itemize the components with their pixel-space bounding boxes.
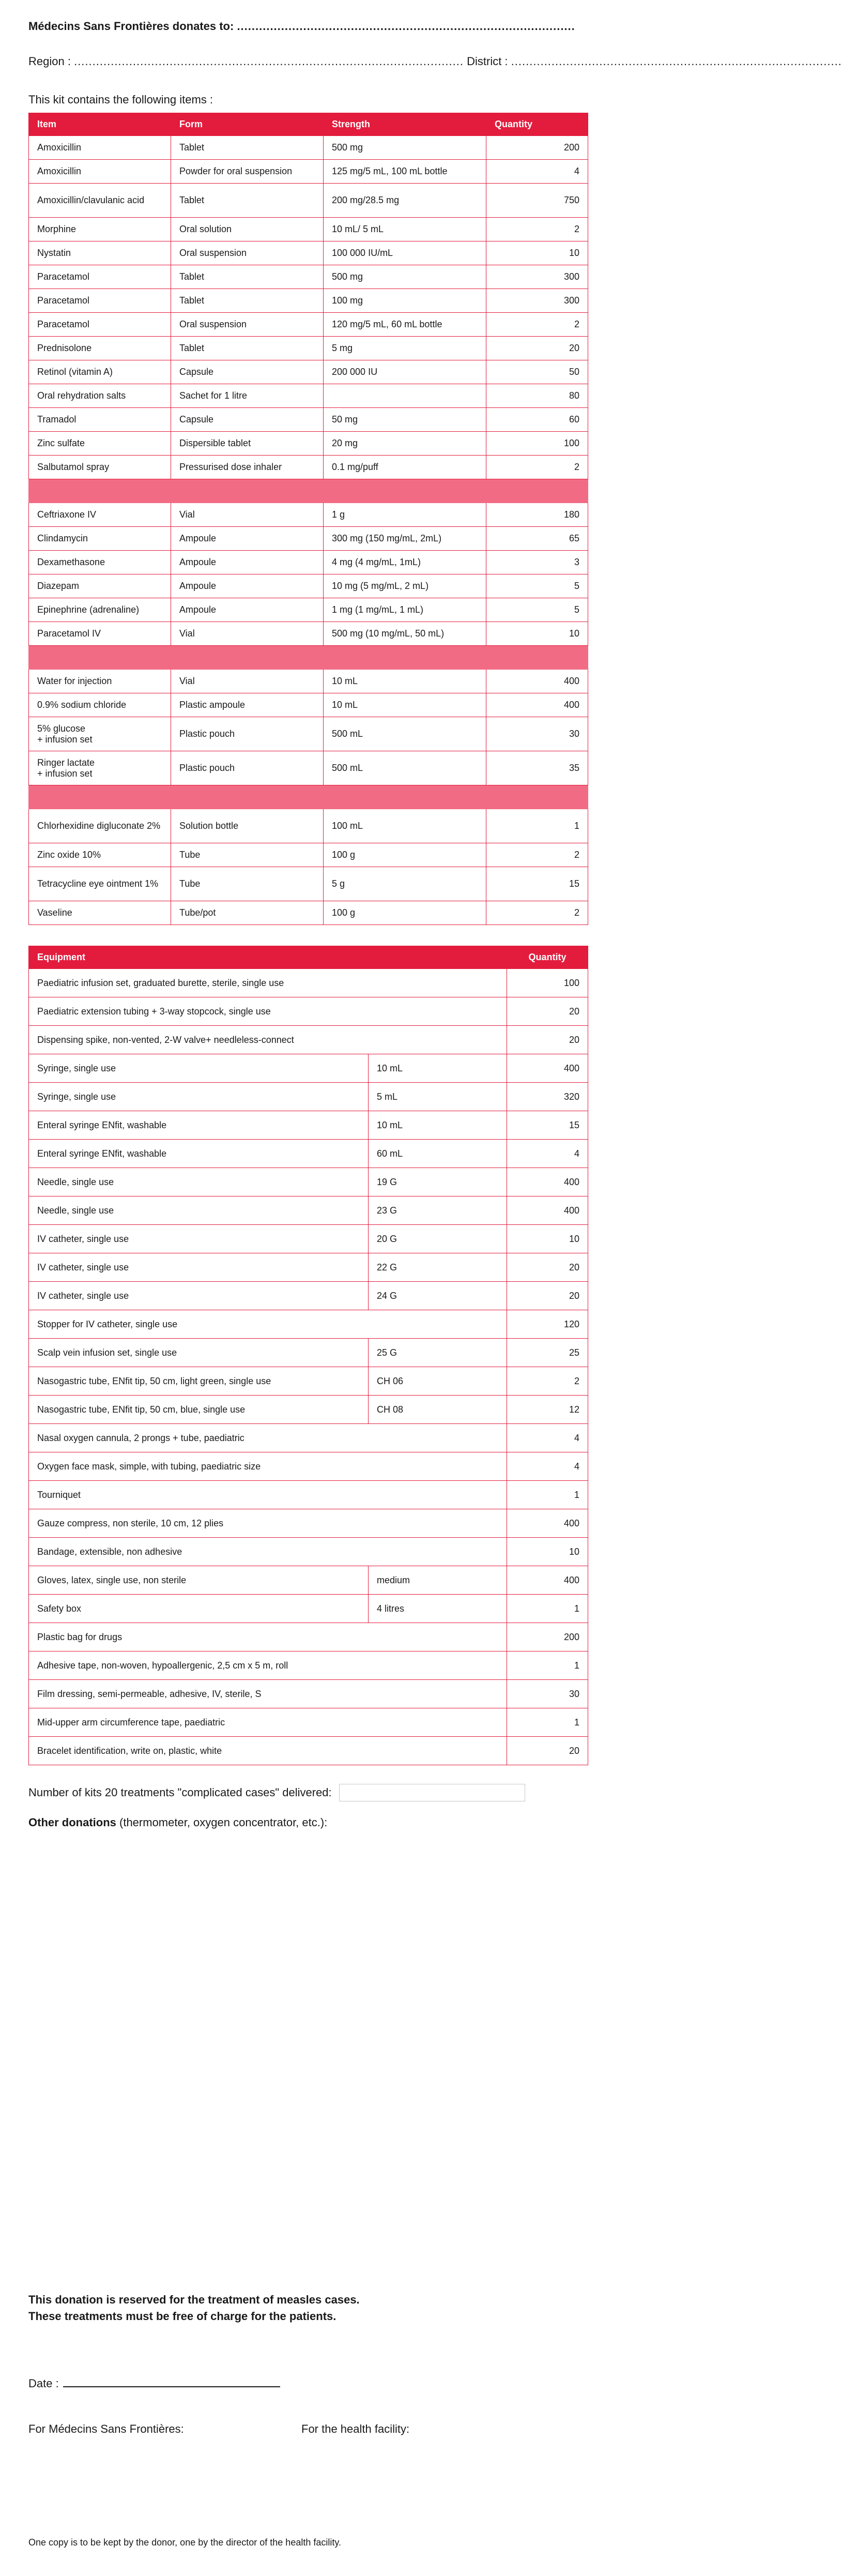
medicine-quantity-cell: 20 <box>486 337 588 360</box>
equipment-quantity-cell: 2 <box>507 1367 588 1396</box>
medicine-row <box>29 432 588 456</box>
date-line <box>28 2376 280 2390</box>
medicine-form-cell: Oral solution <box>171 218 324 241</box>
equipment-item-cell: Tourniquet <box>29 1481 507 1509</box>
health-facility-signature-label: For the health facility: <box>301 2422 410 2435</box>
medicine-row <box>29 384 588 408</box>
medicine-strength-cell: 125 mg/5 mL, 100 mL bottle <box>324 160 486 184</box>
medicine-item-cell: Dexamethasone <box>29 551 171 574</box>
medicine-strength-cell: 120 mg/5 mL, 60 mL bottle <box>324 313 486 337</box>
equipment-item-cell: Needle, single use <box>29 1168 369 1196</box>
equipment-item-cell: Needle, single use <box>29 1196 369 1225</box>
medicines-header-row <box>29 113 588 136</box>
medicine-form-cell: Tablet <box>171 289 324 313</box>
district-label: District : <box>467 55 508 68</box>
medicine-row <box>29 843 588 867</box>
equipment-item-cell: Nasal oxygen cannula, 2 prongs + tube, paediatric <box>29 1424 507 1452</box>
copy-footnote: One copy is to be kept by the donor, one by the director of the health facility. <box>28 2537 342 2548</box>
medicine-strength-cell: 200 mg/28.5 mg <box>324 184 486 218</box>
spec-column-header <box>369 946 507 969</box>
medicines-table <box>28 113 588 925</box>
equipment-quantity-cell: 1 <box>507 1651 588 1680</box>
equipment-spec-cell: 5 mL <box>369 1083 507 1111</box>
medicine-strength-cell: 1 g <box>324 503 486 527</box>
equipment-quantity-cell: 4 <box>507 1452 588 1481</box>
medicine-item-cell: Chlorhexidine digluconate 2% <box>29 809 171 843</box>
medicine-quantity-cell: 750 <box>486 184 588 218</box>
equipment-item-cell: Nasogastric tube, ENfit tip, 50 cm, blue, single use <box>29 1396 369 1424</box>
medicine-quantity-cell: 400 <box>486 670 588 693</box>
equipment-row <box>29 1538 588 1566</box>
medicine-quantity-cell: 2 <box>486 901 588 925</box>
medicine-form-cell: Tube/pot <box>171 901 324 925</box>
medicine-form-cell: Ampoule <box>171 527 324 551</box>
medicine-strength-cell: 10 mL <box>324 693 486 717</box>
medicine-item-cell: Epinephrine (adrenaline) <box>29 598 171 622</box>
medicine-strength-cell: 1 mg (1 mg/mL, 1 mL) <box>324 598 486 622</box>
equipment-spec-cell: 23 G <box>369 1196 507 1225</box>
equipment-quantity-cell: 400 <box>507 1168 588 1196</box>
equipment-row <box>29 969 588 997</box>
equipment-item-cell: Syringe, single use <box>29 1083 369 1111</box>
equipment-quantity-column-header: Quantity <box>507 946 588 969</box>
medicine-item-cell: 5% glucose + infusion set <box>29 717 171 751</box>
equipment-row <box>29 1595 588 1623</box>
kit-intro: This kit contains the following items : <box>28 93 213 106</box>
donation-recipient-line <box>28 20 588 33</box>
equipment-row <box>29 1339 588 1367</box>
equipment-quantity-cell: 400 <box>507 1196 588 1225</box>
group-separator-band <box>29 479 588 503</box>
equipment-item-cell: IV catheter, single use <box>29 1282 369 1310</box>
medicine-form-cell: Ampoule <box>171 551 324 574</box>
kits-delivered-line <box>28 1784 588 1801</box>
medicine-item-cell: Nystatin <box>29 241 171 265</box>
medicine-quantity-cell: 2 <box>486 313 588 337</box>
medicine-row <box>29 313 588 337</box>
medicine-item-cell: Vaseline <box>29 901 171 925</box>
medicine-strength-cell: 5 mg <box>324 337 486 360</box>
equipment-item-cell: IV catheter, single use <box>29 1225 369 1253</box>
medicine-item-cell: Paracetamol <box>29 265 171 289</box>
medicine-form-cell: Tablet <box>171 184 324 218</box>
equipment-item-cell: Mid-upper arm circumference tape, paediatric <box>29 1708 507 1737</box>
medicine-form-cell: Plastic pouch <box>171 717 324 751</box>
medicine-quantity-cell: 10 <box>486 622 588 646</box>
equipment-quantity-cell: 4 <box>507 1424 588 1452</box>
date-input[interactable] <box>63 2376 280 2387</box>
equipment-quantity-cell: 12 <box>507 1396 588 1424</box>
equipment-quantity-cell: 4 <box>507 1140 588 1168</box>
equipment-item-cell: Gauze compress, non sterile, 10 cm, 12 plies <box>29 1509 507 1538</box>
medicine-strength-cell: 10 mg (5 mg/mL, 2 mL) <box>324 574 486 598</box>
medicine-row <box>29 867 588 901</box>
equipment-spec-cell: 4 litres <box>369 1595 507 1623</box>
medicine-item-cell: Paracetamol <box>29 313 171 337</box>
equipment-item-cell: Stopper for IV catheter, single use <box>29 1310 507 1339</box>
group-separator <box>29 785 588 809</box>
equipment-item-cell: Gloves, latex, single use, non sterile <box>29 1566 369 1595</box>
equipment-item-cell: Syringe, single use <box>29 1054 369 1083</box>
medicine-row <box>29 160 588 184</box>
equipment-quantity-cell: 25 <box>507 1339 588 1367</box>
other-donations-heading: Other donations <box>28 1816 116 1829</box>
equipment-spec-cell: 24 G <box>369 1282 507 1310</box>
medicine-item-cell: Paracetamol <box>29 289 171 313</box>
medicine-quantity-cell: 2 <box>486 456 588 479</box>
medicine-row <box>29 218 588 241</box>
equipment-spec-cell: 20 G <box>369 1225 507 1253</box>
equipment-row <box>29 1509 588 1538</box>
medicine-row <box>29 265 588 289</box>
equipment-row <box>29 1680 588 1708</box>
equipment-item-cell: Safety box <box>29 1595 369 1623</box>
equipment-row <box>29 1651 588 1680</box>
quantity-column-header: Quantity <box>486 113 588 136</box>
medicine-quantity-cell: 300 <box>486 289 588 313</box>
medicine-strength-cell: 100 mL <box>324 809 486 843</box>
medicine-item-cell: Tramadol <box>29 408 171 432</box>
medicine-quantity-cell: 1 <box>486 809 588 843</box>
medicine-item-cell: 0.9% sodium chloride <box>29 693 171 717</box>
medicine-strength-cell: 100 g <box>324 901 486 925</box>
equipment-row <box>29 1140 588 1168</box>
donation-recipient-label: Médecins Sans Frontières donates to: <box>28 20 234 33</box>
equipment-row <box>29 1083 588 1111</box>
medicine-form-cell: Capsule <box>171 360 324 384</box>
equipment-quantity-cell: 400 <box>507 1509 588 1538</box>
equipment-item-cell: Enteral syringe ENfit, washable <box>29 1111 369 1140</box>
msf-signature-label: For Médecins Sans Frontières: <box>28 2422 184 2435</box>
equipment-row <box>29 1310 588 1339</box>
equipment-spec-cell: 10 mL <box>369 1054 507 1083</box>
date-label: Date : <box>28 2377 59 2390</box>
medicine-row <box>29 503 588 527</box>
medicine-strength-cell: 500 mL <box>324 751 486 785</box>
medicine-row <box>29 527 588 551</box>
medicine-row <box>29 289 588 313</box>
medicine-strength-cell: 10 mL <box>324 670 486 693</box>
medicine-strength-cell: 50 mg <box>324 408 486 432</box>
equipment-item-cell: Scalp vein infusion set, single use <box>29 1339 369 1367</box>
equipment-item-cell: Nasogastric tube, ENfit tip, 50 cm, light green, single use <box>29 1367 369 1396</box>
form-column-header: Form <box>171 113 324 136</box>
medicine-strength-cell: 500 mg (10 mg/mL, 50 mL) <box>324 622 486 646</box>
equipment-row <box>29 1282 588 1310</box>
equipment-quantity-cell: 1 <box>507 1708 588 1737</box>
medicine-strength-cell: 100 g <box>324 843 486 867</box>
medicine-row <box>29 574 588 598</box>
medicine-quantity-cell: 4 <box>486 160 588 184</box>
kits-delivered-input[interactable] <box>339 1784 525 1801</box>
equipment-column-header: Equipment <box>29 946 369 969</box>
equipment-row <box>29 1737 588 1765</box>
medicine-form-cell: Pressurised dose inhaler <box>171 456 324 479</box>
equipment-spec-cell: CH 06 <box>369 1367 507 1396</box>
medicine-quantity-cell: 60 <box>486 408 588 432</box>
medicine-form-cell: Plastic ampoule <box>171 693 324 717</box>
equipment-row <box>29 1026 588 1054</box>
medicine-item-cell: Oral rehydration salts <box>29 384 171 408</box>
equipment-row <box>29 1253 588 1282</box>
medicine-form-cell: Capsule <box>171 408 324 432</box>
medicine-strength-cell: 4 mg (4 mg/mL, 1mL) <box>324 551 486 574</box>
medicine-item-cell: Diazepam <box>29 574 171 598</box>
equipment-quantity-cell: 10 <box>507 1538 588 1566</box>
equipment-item-cell: Adhesive tape, non-woven, hypoallergenic, 2,5 cm x 5 m, roll <box>29 1651 507 1680</box>
medicine-quantity-cell: 400 <box>486 693 588 717</box>
medicine-row <box>29 751 588 785</box>
other-donations-examples: (thermometer, oxygen concentrator, etc.): <box>116 1816 328 1829</box>
equipment-item-cell: Paediatric extension tubing + 3-way stopcock, single use <box>29 997 507 1026</box>
equipment-quantity-cell: 200 <box>507 1623 588 1651</box>
equipment-item-cell: Film dressing, semi-permeable, adhesive, IV, sterile, S <box>29 1680 507 1708</box>
medicine-quantity-cell: 5 <box>486 574 588 598</box>
equipment-row <box>29 1054 588 1083</box>
medicine-row <box>29 809 588 843</box>
medicine-row <box>29 598 588 622</box>
equipment-spec-cell: CH 08 <box>369 1396 507 1424</box>
equipment-spec-cell: 10 mL <box>369 1111 507 1140</box>
region-district-line <box>28 55 842 68</box>
medicine-item-cell: Ceftriaxone IV <box>29 503 171 527</box>
medicine-row <box>29 408 588 432</box>
equipment-item-cell: Oxygen face mask, simple, with tubing, paediatric size <box>29 1452 507 1481</box>
equipment-quantity-cell: 1 <box>507 1481 588 1509</box>
medicine-form-cell: Vial <box>171 670 324 693</box>
reserved-notice <box>28 2292 360 2325</box>
equipment-row <box>29 1111 588 1140</box>
medicine-form-cell: Vial <box>171 503 324 527</box>
medicine-quantity-cell: 30 <box>486 717 588 751</box>
medicine-form-cell: Dispersible tablet <box>171 432 324 456</box>
equipment-row <box>29 1481 588 1509</box>
medicine-quantity-cell: 2 <box>486 218 588 241</box>
equipment-row <box>29 997 588 1026</box>
region-label: Region : <box>28 55 71 68</box>
medicine-quantity-cell: 50 <box>486 360 588 384</box>
medicine-strength-cell: 10 mL/ 5 mL <box>324 218 486 241</box>
equipment-header-row <box>29 946 588 969</box>
equipment-quantity-cell: 400 <box>507 1566 588 1595</box>
medicine-form-cell: Tablet <box>171 136 324 160</box>
equipment-quantity-cell: 15 <box>507 1111 588 1140</box>
medicine-row <box>29 456 588 479</box>
medicine-quantity-cell: 2 <box>486 843 588 867</box>
donation-recipient-dots: ............................................................................................ <box>237 20 575 33</box>
equipment-quantity-cell: 20 <box>507 997 588 1026</box>
reserved-notice-line-2: These treatments must be free of charge for the patients. <box>28 2310 336 2323</box>
medicine-row <box>29 901 588 925</box>
equipment-spec-cell: 19 G <box>369 1168 507 1196</box>
medicine-quantity-cell: 80 <box>486 384 588 408</box>
equipment-item-cell: Bandage, extensible, non adhesive <box>29 1538 507 1566</box>
medicine-row <box>29 622 588 646</box>
medicine-strength-cell: 0.1 mg/puff <box>324 456 486 479</box>
medicine-form-cell: Powder for oral suspension <box>171 160 324 184</box>
equipment-row <box>29 1424 588 1452</box>
equipment-row <box>29 1225 588 1253</box>
medicine-form-cell: Sachet for 1 litre <box>171 384 324 408</box>
medicine-form-cell: Ampoule <box>171 574 324 598</box>
equipment-quantity-cell: 120 <box>507 1310 588 1339</box>
group-separator <box>29 646 588 670</box>
medicine-quantity-cell: 35 <box>486 751 588 785</box>
equipment-quantity-cell: 400 <box>507 1054 588 1083</box>
medicine-row <box>29 717 588 751</box>
equipment-quantity-cell: 20 <box>507 1253 588 1282</box>
medicine-item-cell: Tetracycline eye ointment 1% <box>29 867 171 901</box>
group-separator-band <box>29 646 588 670</box>
medicine-row <box>29 670 588 693</box>
equipment-row <box>29 1396 588 1424</box>
medicine-strength-cell: 200 000 IU <box>324 360 486 384</box>
medicine-quantity-cell: 65 <box>486 527 588 551</box>
medicine-strength-cell: 100 000 IU/mL <box>324 241 486 265</box>
medicine-item-cell: Amoxicillin <box>29 136 171 160</box>
equipment-item-cell: IV catheter, single use <box>29 1253 369 1282</box>
equipment-item-cell: Plastic bag for drugs <box>29 1623 507 1651</box>
medicine-form-cell: Vial <box>171 622 324 646</box>
medicine-quantity-cell: 3 <box>486 551 588 574</box>
medicine-row <box>29 136 588 160</box>
medicine-item-cell: Salbutamol spray <box>29 456 171 479</box>
medicine-strength-cell: 100 mg <box>324 289 486 313</box>
medicine-row <box>29 693 588 717</box>
equipment-table <box>28 946 588 1765</box>
medicine-item-cell: Morphine <box>29 218 171 241</box>
medicine-quantity-cell: 300 <box>486 265 588 289</box>
medicine-item-cell: Amoxicillin <box>29 160 171 184</box>
medicine-item-cell: Water for injection <box>29 670 171 693</box>
equipment-spec-cell: 22 G <box>369 1253 507 1282</box>
medicine-strength-cell <box>324 384 486 408</box>
medicine-quantity-cell: 200 <box>486 136 588 160</box>
equipment-row <box>29 1168 588 1196</box>
medicine-form-cell: Tube <box>171 843 324 867</box>
medicine-form-cell: Oral suspension <box>171 313 324 337</box>
medicine-item-cell: Zinc sulfate <box>29 432 171 456</box>
region-dots: .......................................................................................................... <box>74 55 464 68</box>
equipment-quantity-cell: 1 <box>507 1595 588 1623</box>
medicine-strength-cell: 5 g <box>324 867 486 901</box>
medicine-strength-cell: 500 mg <box>324 136 486 160</box>
medicine-row <box>29 337 588 360</box>
equipment-item-cell: Dispensing spike, non-vented, 2-W valve+ needleless-connect <box>29 1026 507 1054</box>
medicine-form-cell: Tube <box>171 867 324 901</box>
medicine-row <box>29 551 588 574</box>
equipment-quantity-cell: 10 <box>507 1225 588 1253</box>
equipment-row <box>29 1623 588 1651</box>
equipment-row <box>29 1452 588 1481</box>
medicine-item-cell: Prednisolone <box>29 337 171 360</box>
medicine-quantity-cell: 180 <box>486 503 588 527</box>
medicine-item-cell: Paracetamol IV <box>29 622 171 646</box>
medicine-form-cell: Tablet <box>171 337 324 360</box>
equipment-quantity-cell: 320 <box>507 1083 588 1111</box>
equipment-spec-cell: medium <box>369 1566 507 1595</box>
district-dots: .......................................................................................... <box>511 55 842 68</box>
medicine-form-cell: Ampoule <box>171 598 324 622</box>
equipment-row <box>29 1367 588 1396</box>
equipment-quantity-cell: 20 <box>507 1737 588 1765</box>
medicine-row <box>29 360 588 384</box>
medicine-form-cell: Plastic pouch <box>171 751 324 785</box>
medicine-quantity-cell: 10 <box>486 241 588 265</box>
medicine-item-cell: Ringer lactate + infusion set <box>29 751 171 785</box>
medicine-form-cell: Solution bottle <box>171 809 324 843</box>
equipment-quantity-cell: 20 <box>507 1282 588 1310</box>
item-column-header: Item <box>29 113 171 136</box>
medicine-strength-cell: 500 mL <box>324 717 486 751</box>
medicine-quantity-cell: 15 <box>486 867 588 901</box>
medicine-item-cell: Amoxicillin/clavulanic acid <box>29 184 171 218</box>
medicine-row <box>29 184 588 218</box>
medicine-quantity-cell: 5 <box>486 598 588 622</box>
medicine-form-cell: Tablet <box>171 265 324 289</box>
medicine-strength-cell: 20 mg <box>324 432 486 456</box>
medicine-item-cell: Retinol (vitamin A) <box>29 360 171 384</box>
medicine-strength-cell: 300 mg (150 mg/mL, 2mL) <box>324 527 486 551</box>
medicine-item-cell: Clindamycin <box>29 527 171 551</box>
donation-form <box>28 0 842 1829</box>
equipment-row <box>29 1196 588 1225</box>
equipment-item-cell: Enteral syringe ENfit, washable <box>29 1140 369 1168</box>
equipment-quantity-cell: 20 <box>507 1026 588 1054</box>
equipment-row <box>29 1566 588 1595</box>
equipment-quantity-cell: 100 <box>507 969 588 997</box>
equipment-quantity-cell: 30 <box>507 1680 588 1708</box>
equipment-row <box>29 1708 588 1737</box>
medicine-quantity-cell: 100 <box>486 432 588 456</box>
medicine-item-cell: Zinc oxide 10% <box>29 843 171 867</box>
reserved-notice-line-1: This donation is reserved for the treatment of measles cases. <box>28 2293 360 2306</box>
medicine-row <box>29 241 588 265</box>
equipment-item-cell: Bracelet identification, write on, plastic, white <box>29 1737 507 1765</box>
kits-delivered-label: Number of kits 20 treatments "complicated cases" delivered: <box>28 1786 332 1799</box>
strength-column-header: Strength <box>324 113 486 136</box>
equipment-item-cell: Paediatric infusion set, graduated burette, sterile, single use <box>29 969 507 997</box>
group-separator-band <box>29 785 588 809</box>
medicine-form-cell: Oral suspension <box>171 241 324 265</box>
equipment-spec-cell: 25 G <box>369 1339 507 1367</box>
other-donations-line <box>28 1816 588 1829</box>
medicine-strength-cell: 500 mg <box>324 265 486 289</box>
group-separator <box>29 479 588 503</box>
equipment-spec-cell: 60 mL <box>369 1140 507 1168</box>
